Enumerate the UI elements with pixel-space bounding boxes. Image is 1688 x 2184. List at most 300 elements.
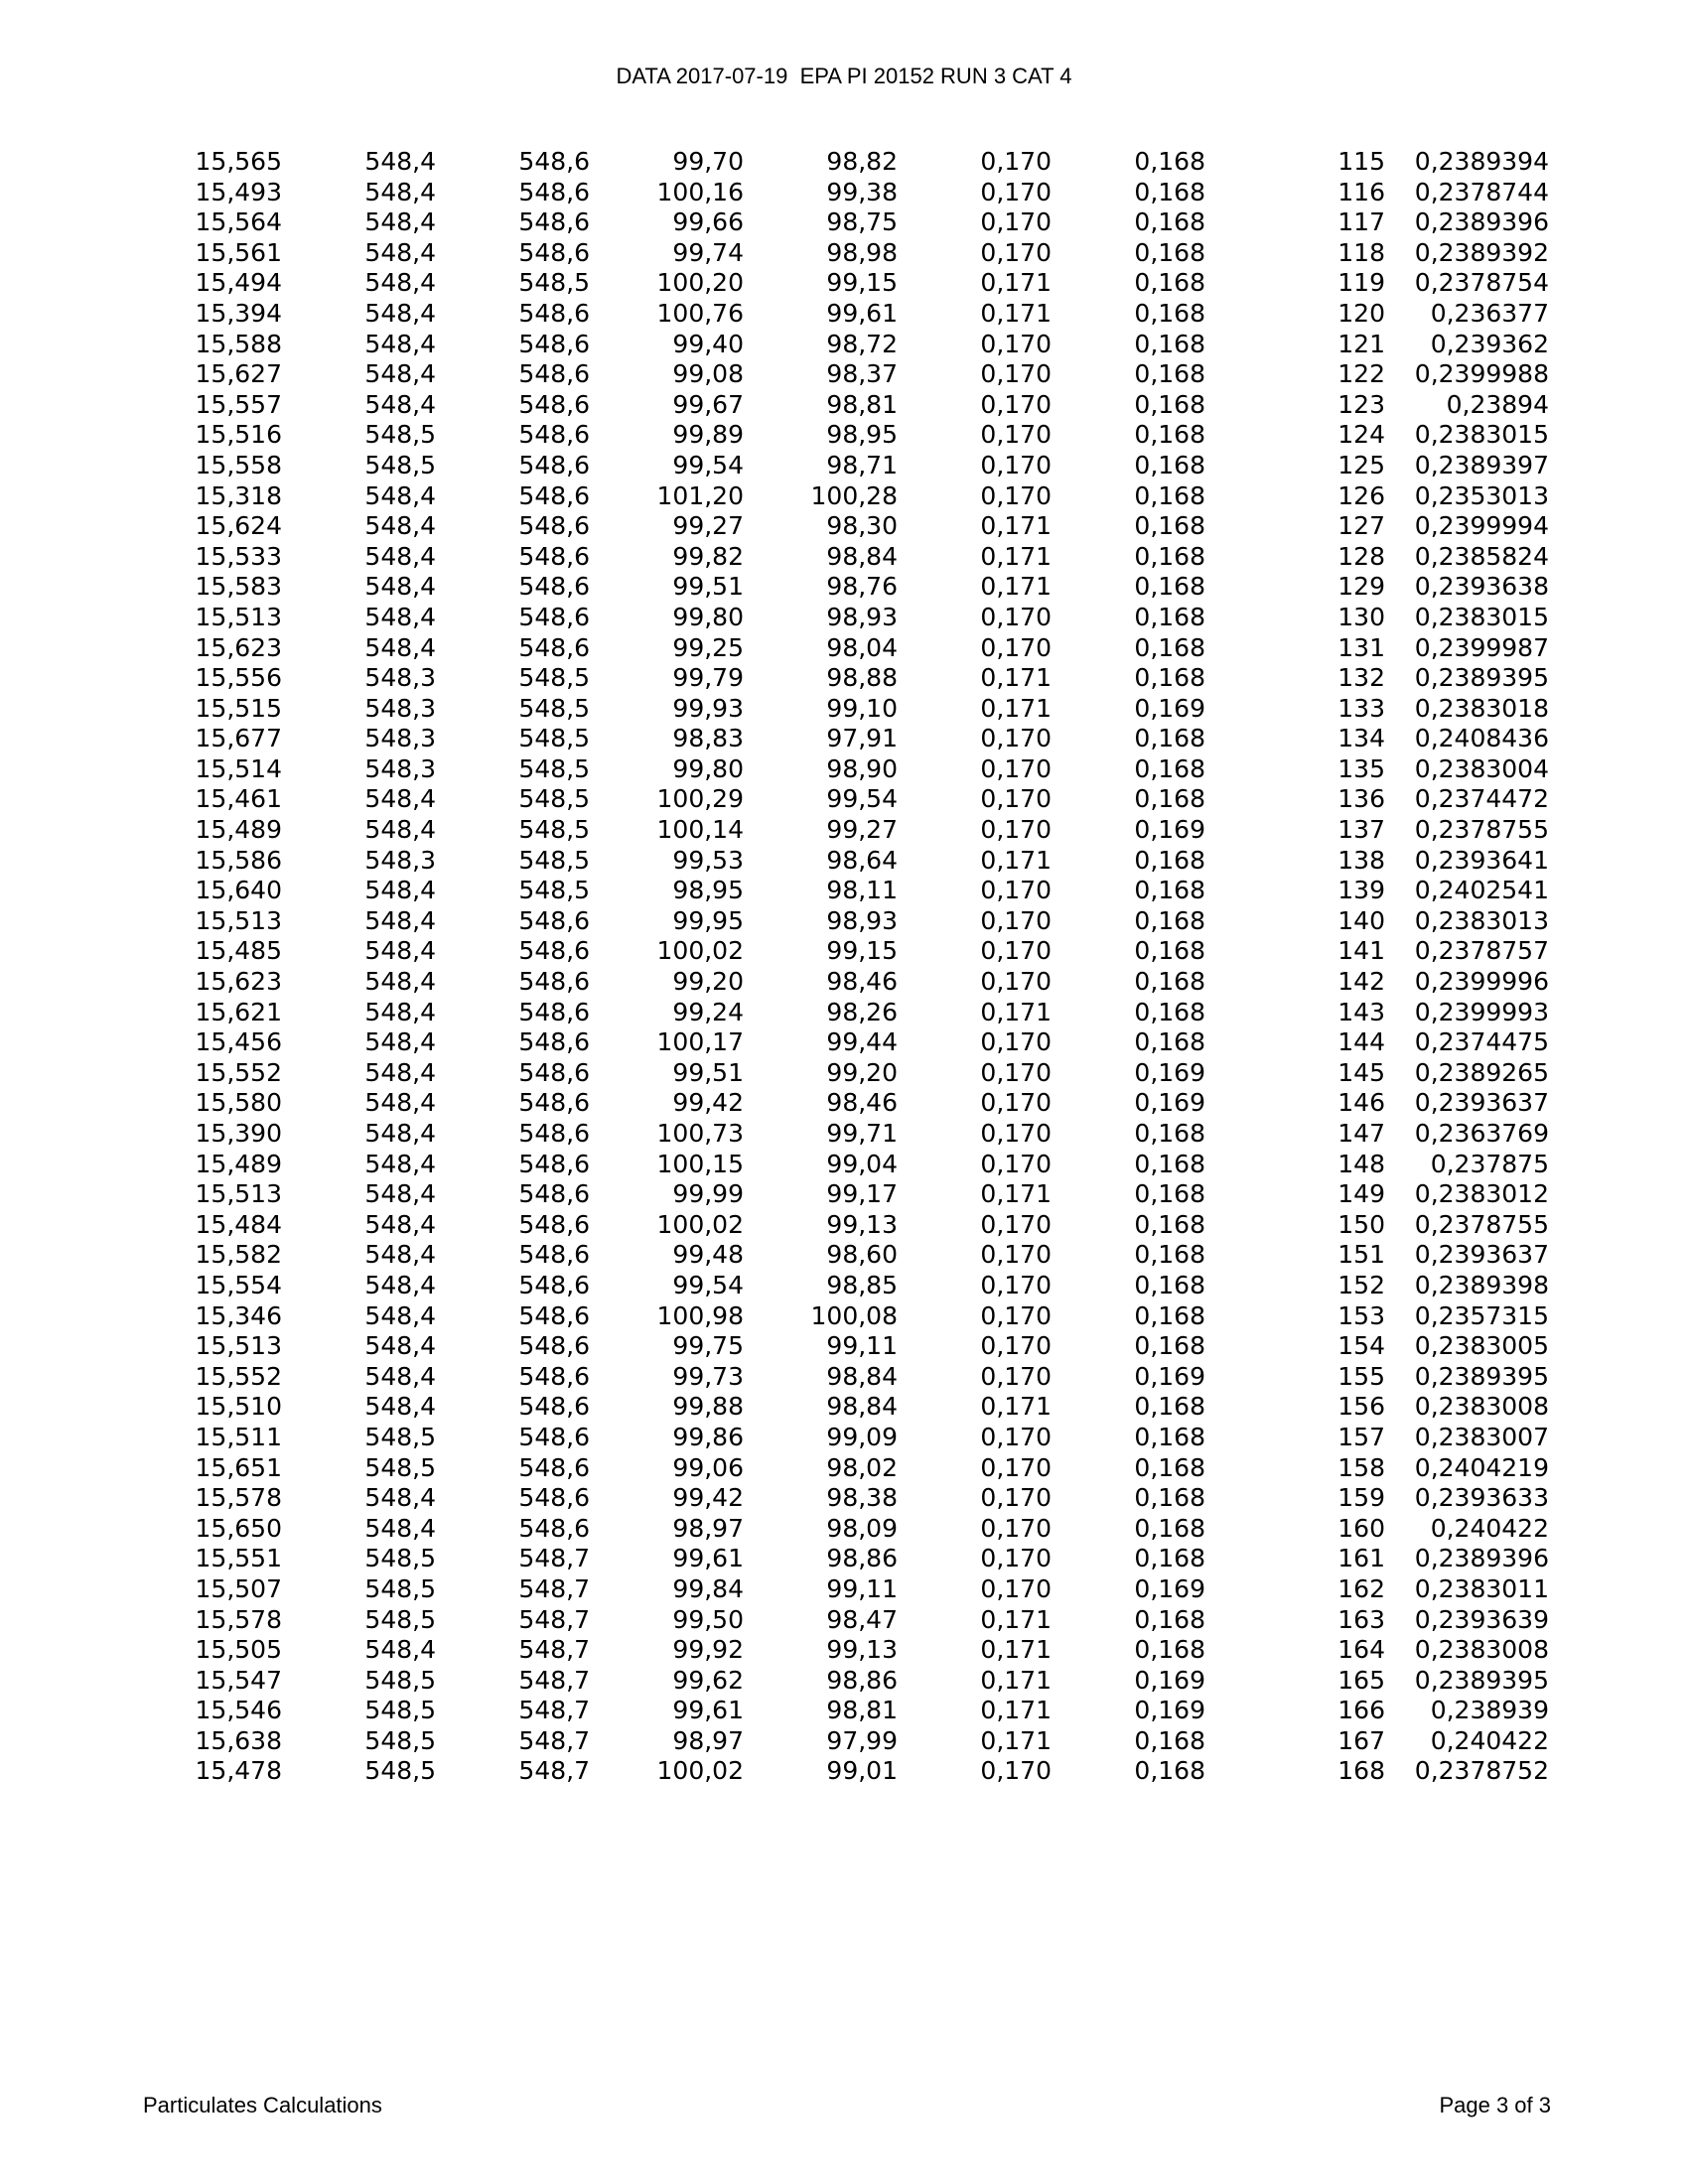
table-cell: 0,168 <box>1134 1513 1205 1543</box>
table-cell: 99,80 <box>672 602 744 631</box>
table-row <box>159 481 1549 512</box>
table-cell: 548,3 <box>364 753 436 783</box>
table-cell: 548,6 <box>518 1209 590 1239</box>
table-cell: 548,6 <box>518 298 590 328</box>
table-cell: 0,168 <box>1134 420 1205 450</box>
table-cell: 0,171 <box>980 845 1052 875</box>
table-cell: 0,171 <box>980 1392 1052 1422</box>
table-cell: 101,20 <box>656 480 744 510</box>
page-header-title: DATA 2017-07-19 EPA PI 20152 RUN 3 CAT 4 <box>616 64 1072 88</box>
table-cell: 99,20 <box>672 967 744 997</box>
table-cell: 548,4 <box>364 876 436 905</box>
table-cell: 99,25 <box>672 632 744 662</box>
table-cell: 0,168 <box>1134 784 1205 814</box>
table-cell: 98,86 <box>826 1544 898 1573</box>
table-cell: 548,4 <box>364 1300 436 1330</box>
table-cell: 548,5 <box>364 1756 436 1786</box>
table-cell: 548,6 <box>518 1300 590 1330</box>
table-cell: 548,6 <box>518 207 590 237</box>
table-cell: 548,6 <box>518 389 590 419</box>
table-cell: 99,70 <box>672 147 744 176</box>
table-cell: 0,2378754 <box>1414 268 1549 298</box>
table-cell: 0,171 <box>980 1725 1052 1755</box>
table-cell: 0,168 <box>1134 1452 1205 1482</box>
table-cell: 548,6 <box>518 1057 590 1087</box>
table-cell: 98,90 <box>826 753 898 783</box>
table-cell: 99,48 <box>672 1240 744 1270</box>
table-cell: 15,505 <box>195 1635 282 1665</box>
table-cell: 98,93 <box>826 602 898 631</box>
table-row <box>159 178 1549 208</box>
table-cell: 548,5 <box>518 753 590 783</box>
table-cell: 0,2393633 <box>1414 1483 1549 1513</box>
table-cell: 0,170 <box>980 1057 1052 1087</box>
table-cell: 99,40 <box>672 329 744 358</box>
table-row <box>159 542 1549 573</box>
table-cell: 124 <box>1337 420 1385 450</box>
table-cell: 548,5 <box>364 1573 436 1603</box>
table-cell: 0,2383005 <box>1414 1331 1549 1361</box>
table-cell: 99,17 <box>826 1179 898 1209</box>
table-cell: 100,14 <box>656 815 744 845</box>
table-cell: 100,76 <box>656 298 744 328</box>
table-cell: 15,557 <box>195 389 282 419</box>
table-cell: 15,551 <box>195 1544 282 1573</box>
table-cell: 0,2389394 <box>1414 147 1549 176</box>
table-cell: 0,170 <box>980 1149 1052 1178</box>
table-cell: 0,2353013 <box>1414 480 1549 510</box>
table-cell: 99,62 <box>672 1665 744 1695</box>
table-cell: 15,390 <box>195 1119 282 1148</box>
table-cell: 145 <box>1337 1057 1385 1087</box>
table-cell: 548,6 <box>518 1088 590 1118</box>
table-cell: 160 <box>1337 1513 1385 1543</box>
table-row <box>159 967 1549 998</box>
table-cell: 98,72 <box>826 329 898 358</box>
table-cell: 0,169 <box>1134 1057 1205 1087</box>
table-cell: 144 <box>1337 1027 1385 1057</box>
table-cell: 0,170 <box>980 420 1052 450</box>
table-row <box>159 390 1549 421</box>
table-cell: 548,6 <box>518 147 590 176</box>
table-cell: 548,4 <box>364 511 436 541</box>
table-cell: 0,168 <box>1134 359 1205 389</box>
table-cell: 0,168 <box>1134 389 1205 419</box>
table-cell: 100,98 <box>656 1300 744 1330</box>
table-cell: 138 <box>1337 845 1385 875</box>
table-cell: 548,5 <box>364 420 436 450</box>
table-row <box>159 1696 1549 1726</box>
table-cell: 0,2383011 <box>1414 1573 1549 1603</box>
table-cell: 548,4 <box>364 1270 436 1299</box>
table-cell: 98,02 <box>826 1452 898 1482</box>
table-cell: 15,394 <box>195 298 282 328</box>
table-cell: 15,627 <box>195 359 282 389</box>
table-cell: 15,552 <box>195 1361 282 1391</box>
table-cell: 548,6 <box>518 1392 590 1422</box>
table-row <box>159 511 1549 542</box>
table-row <box>159 238 1549 269</box>
table-cell: 0,2389396 <box>1414 1544 1549 1573</box>
table-cell: 0,2393638 <box>1414 572 1549 602</box>
table-cell: 162 <box>1337 1573 1385 1603</box>
table-cell: 159 <box>1337 1483 1385 1513</box>
table-cell: 548,3 <box>364 845 436 875</box>
table-cell: 548,4 <box>364 1331 436 1361</box>
table-cell: 15,554 <box>195 1270 282 1299</box>
table-cell: 548,6 <box>518 237 590 267</box>
table-cell: 0,2389396 <box>1414 207 1549 237</box>
table-cell: 132 <box>1337 663 1385 693</box>
table-cell: 548,4 <box>364 147 436 176</box>
table-cell: 548,4 <box>364 1361 436 1391</box>
table-cell: 548,7 <box>518 1604 590 1634</box>
table-cell: 99,73 <box>672 1361 744 1391</box>
table-cell: 99,61 <box>672 1696 744 1725</box>
table-cell: 0,2389392 <box>1414 237 1549 267</box>
table-cell: 548,5 <box>518 268 590 298</box>
table-cell: 98,81 <box>826 389 898 419</box>
table-row <box>159 1726 1549 1757</box>
table-row <box>159 299 1549 330</box>
table-cell: 129 <box>1337 572 1385 602</box>
table-cell: 135 <box>1337 753 1385 783</box>
table-cell: 151 <box>1337 1240 1385 1270</box>
table-body <box>159 147 1549 1787</box>
table-cell: 548,6 <box>518 420 590 450</box>
table-cell: 0,2399988 <box>1414 359 1549 389</box>
table-cell: 0,2408436 <box>1414 724 1549 753</box>
table-cell: 98,47 <box>826 1604 898 1634</box>
table-cell: 98,60 <box>826 1240 898 1270</box>
table-cell: 99,88 <box>672 1392 744 1422</box>
footer-document-name: Particulates Calculations <box>143 2093 382 2117</box>
table-cell: 0,168 <box>1134 1270 1205 1299</box>
table-cell: 15,513 <box>195 905 282 935</box>
table-cell: 98,83 <box>672 724 744 753</box>
table-cell: 0,168 <box>1134 724 1205 753</box>
table-cell: 0,2383018 <box>1414 693 1549 723</box>
table-cell: 15,583 <box>195 572 282 602</box>
table-cell: 0,171 <box>980 298 1052 328</box>
table-cell: 548,7 <box>518 1544 590 1573</box>
table-row <box>159 784 1549 815</box>
table-row <box>159 207 1549 238</box>
table-cell: 140 <box>1337 905 1385 935</box>
table-cell: 99,50 <box>672 1604 744 1634</box>
table-cell: 548,5 <box>518 693 590 723</box>
table-cell: 0,171 <box>980 268 1052 298</box>
table-cell: 548,6 <box>518 997 590 1026</box>
table-cell: 0,2378752 <box>1414 1756 1549 1786</box>
table-row <box>159 359 1549 390</box>
table-cell: 0,169 <box>1134 1361 1205 1391</box>
table-cell: 15,556 <box>195 663 282 693</box>
table-cell: 158 <box>1337 1452 1385 1482</box>
table-cell: 548,7 <box>518 1635 590 1665</box>
table-cell: 548,6 <box>518 1119 590 1148</box>
table-cell: 99,20 <box>826 1057 898 1087</box>
table-cell: 98,97 <box>672 1513 744 1543</box>
table-cell: 15,588 <box>195 329 282 358</box>
table-cell: 133 <box>1337 693 1385 723</box>
table-cell: 98,82 <box>826 147 898 176</box>
table-cell: 99,42 <box>672 1088 744 1118</box>
table-row <box>159 1210 1549 1241</box>
table-cell: 0,168 <box>1134 268 1205 298</box>
table-cell: 99,54 <box>826 784 898 814</box>
table-cell: 0,170 <box>980 905 1052 935</box>
table-cell: 0,2389395 <box>1414 1361 1549 1391</box>
table-cell: 548,6 <box>518 1179 590 1209</box>
table-cell: 548,6 <box>518 632 590 662</box>
table-cell: 0,168 <box>1134 1240 1205 1270</box>
table-cell: 0,170 <box>980 1088 1052 1118</box>
table-cell: 167 <box>1337 1725 1385 1755</box>
table-cell: 0,170 <box>980 450 1052 479</box>
table-row <box>159 724 1549 754</box>
table-cell: 0,171 <box>980 511 1052 541</box>
table-cell: 0,171 <box>980 693 1052 723</box>
table-cell: 99,54 <box>672 450 744 479</box>
table-cell: 0,169 <box>1134 815 1205 845</box>
table-cell: 15,493 <box>195 177 282 206</box>
table-cell: 99,27 <box>826 815 898 845</box>
table-cell: 0,2404219 <box>1414 1452 1549 1482</box>
table-cell: 548,4 <box>364 237 436 267</box>
table-cell: 0,236377 <box>1430 298 1549 328</box>
table-cell: 548,5 <box>364 1725 436 1755</box>
table-cell: 0,168 <box>1134 147 1205 176</box>
table-cell: 0,169 <box>1134 1088 1205 1118</box>
table-cell: 548,4 <box>364 815 436 845</box>
table-cell: 0,168 <box>1134 1209 1205 1239</box>
table-cell: 100,08 <box>810 1300 898 1330</box>
table-cell: 548,4 <box>364 1057 436 1087</box>
table-row <box>159 1605 1549 1636</box>
table-cell: 15,513 <box>195 1331 282 1361</box>
table-cell: 548,4 <box>364 1635 436 1665</box>
table-cell: 98,97 <box>672 1725 744 1755</box>
table-cell: 548,6 <box>518 450 590 479</box>
table-cell: 100,29 <box>656 784 744 814</box>
table-cell: 137 <box>1337 815 1385 845</box>
table-cell: 15,489 <box>195 1149 282 1178</box>
table-cell: 15,623 <box>195 632 282 662</box>
table-cell: 99,82 <box>672 541 744 571</box>
table-cell: 0,168 <box>1134 1422 1205 1451</box>
table-cell: 99,08 <box>672 359 744 389</box>
table-cell: 548,4 <box>364 1179 436 1209</box>
table-row <box>159 420 1549 451</box>
table-cell: 0,168 <box>1134 329 1205 358</box>
table-cell: 548,4 <box>364 572 436 602</box>
table-cell: 0,170 <box>980 207 1052 237</box>
table-row <box>159 754 1549 785</box>
table-row <box>159 1574 1549 1605</box>
table-cell: 548,4 <box>364 967 436 997</box>
table-cell: 99,11 <box>826 1573 898 1603</box>
table-row <box>159 998 1549 1028</box>
table-cell: 99,84 <box>672 1573 744 1603</box>
table-cell: 15,515 <box>195 693 282 723</box>
table-cell: 99,13 <box>826 1209 898 1239</box>
table-cell: 15,552 <box>195 1057 282 1087</box>
table-cell: 15,346 <box>195 1300 282 1330</box>
table-cell: 0,2393641 <box>1414 845 1549 875</box>
table-cell: 548,6 <box>518 936 590 966</box>
table-cell: 548,4 <box>364 1088 436 1118</box>
table-cell: 548,7 <box>518 1756 590 1786</box>
table-cell: 99,10 <box>826 693 898 723</box>
table-cell: 15,456 <box>195 1027 282 1057</box>
table-cell: 0,2378755 <box>1414 1209 1549 1239</box>
table-cell: 0,170 <box>980 1544 1052 1573</box>
table-cell: 156 <box>1337 1392 1385 1422</box>
table-cell: 98,38 <box>826 1483 898 1513</box>
table-cell: 15,533 <box>195 541 282 571</box>
table-cell: 548,5 <box>364 1452 436 1482</box>
table-cell: 548,4 <box>364 1240 436 1270</box>
table-cell: 548,7 <box>518 1696 590 1725</box>
table-cell: 98,95 <box>826 420 898 450</box>
table-cell: 548,4 <box>364 298 436 328</box>
table-cell: 0,169 <box>1134 1696 1205 1725</box>
table-cell: 0,238939 <box>1430 1696 1549 1725</box>
table-cell: 0,168 <box>1134 1604 1205 1634</box>
table-cell: 548,6 <box>518 480 590 510</box>
table-cell: 15,561 <box>195 237 282 267</box>
table-cell: 99,79 <box>672 663 744 693</box>
table-cell: 0,170 <box>980 876 1052 905</box>
table-cell: 98,88 <box>826 663 898 693</box>
table-cell: 0,170 <box>980 967 1052 997</box>
table-cell: 15,650 <box>195 1513 282 1543</box>
table-cell: 0,171 <box>980 663 1052 693</box>
table-cell: 548,6 <box>518 1270 590 1299</box>
table-cell: 97,91 <box>826 724 898 753</box>
table-cell: 15,516 <box>195 420 282 450</box>
table-cell: 548,6 <box>518 1027 590 1057</box>
table-cell: 548,3 <box>364 724 436 753</box>
table-cell: 0,170 <box>980 1513 1052 1543</box>
table-cell: 99,06 <box>672 1452 744 1482</box>
table-cell: 147 <box>1337 1119 1385 1148</box>
table-row <box>159 936 1549 967</box>
table-cell: 548,4 <box>364 541 436 571</box>
table-row <box>159 1392 1549 1423</box>
table-cell: 15,514 <box>195 753 282 783</box>
table-cell: 0,170 <box>980 1756 1052 1786</box>
table-cell: 0,169 <box>1134 1665 1205 1695</box>
table-cell: 118 <box>1337 237 1385 267</box>
table-cell: 119 <box>1337 268 1385 298</box>
table-cell: 548,6 <box>518 177 590 206</box>
table-cell: 0,2393637 <box>1414 1088 1549 1118</box>
table-cell: 548,5 <box>518 845 590 875</box>
table-cell: 0,168 <box>1134 845 1205 875</box>
table-cell: 0,2378755 <box>1414 815 1549 845</box>
table-cell: 0,168 <box>1134 237 1205 267</box>
table-cell: 98,09 <box>826 1513 898 1543</box>
table-cell: 99,80 <box>672 753 744 783</box>
table-row <box>159 1179 1549 1210</box>
table-cell: 548,4 <box>364 905 436 935</box>
table-cell: 98,04 <box>826 632 898 662</box>
table-cell: 0,2399996 <box>1414 967 1549 997</box>
table-cell: 100,28 <box>810 480 898 510</box>
table-cell: 0,237875 <box>1430 1149 1549 1178</box>
table-row <box>159 1240 1549 1271</box>
table-cell: 15,489 <box>195 815 282 845</box>
table-cell: 98,81 <box>826 1696 898 1725</box>
table-cell: 0,170 <box>980 1422 1052 1451</box>
table-cell: 548,7 <box>518 1573 590 1603</box>
table-cell: 0,170 <box>980 177 1052 206</box>
table-cell: 15,640 <box>195 876 282 905</box>
table-cell: 98,37 <box>826 359 898 389</box>
table-cell: 98,30 <box>826 511 898 541</box>
table-cell: 548,4 <box>364 268 436 298</box>
table-cell: 100,02 <box>656 1756 744 1786</box>
table-cell: 548,4 <box>364 1513 436 1543</box>
table-cell: 548,4 <box>364 1483 436 1513</box>
table-cell: 15,494 <box>195 268 282 298</box>
table-cell: 0,240422 <box>1430 1513 1549 1543</box>
table-cell: 0,168 <box>1134 967 1205 997</box>
table-cell: 98,64 <box>826 845 898 875</box>
table-cell: 548,6 <box>518 1331 590 1361</box>
table-cell: 15,513 <box>195 602 282 631</box>
table-cell: 15,677 <box>195 724 282 753</box>
table-row <box>159 1150 1549 1180</box>
table-row <box>159 572 1549 603</box>
table-cell: 15,578 <box>195 1483 282 1513</box>
table-cell: 0,170 <box>980 1452 1052 1482</box>
table-row <box>159 1666 1549 1697</box>
table-cell: 121 <box>1337 329 1385 358</box>
table-cell: 141 <box>1337 936 1385 966</box>
table-cell: 548,6 <box>518 511 590 541</box>
table-cell: 15,586 <box>195 845 282 875</box>
table-cell: 0,168 <box>1134 1725 1205 1755</box>
table-cell: 99,54 <box>672 1270 744 1299</box>
table-cell: 548,6 <box>518 541 590 571</box>
table-cell: 0,2383007 <box>1414 1422 1549 1451</box>
table-cell: 0,171 <box>980 1635 1052 1665</box>
table-cell: 0,168 <box>1134 1483 1205 1513</box>
table-row <box>159 633 1549 664</box>
table-cell: 0,2383015 <box>1414 420 1549 450</box>
table-cell: 98,84 <box>826 1392 898 1422</box>
table-cell: 0,2389398 <box>1414 1270 1549 1299</box>
table-cell: 0,171 <box>980 572 1052 602</box>
table-cell: 15,565 <box>195 147 282 176</box>
table-cell: 165 <box>1337 1665 1385 1695</box>
table-row <box>159 846 1549 877</box>
table-cell: 99,53 <box>672 845 744 875</box>
table-cell: 99,89 <box>672 420 744 450</box>
table-cell: 100,73 <box>656 1119 744 1148</box>
table-cell: 0,171 <box>980 1696 1052 1725</box>
table-cell: 0,171 <box>980 1604 1052 1634</box>
table-cell: 0,170 <box>980 1361 1052 1391</box>
table-cell: 0,168 <box>1134 450 1205 479</box>
table-row <box>159 694 1549 725</box>
table-cell: 0,2383008 <box>1414 1635 1549 1665</box>
table-cell: 15,564 <box>195 207 282 237</box>
table-cell: 548,7 <box>518 1665 590 1695</box>
